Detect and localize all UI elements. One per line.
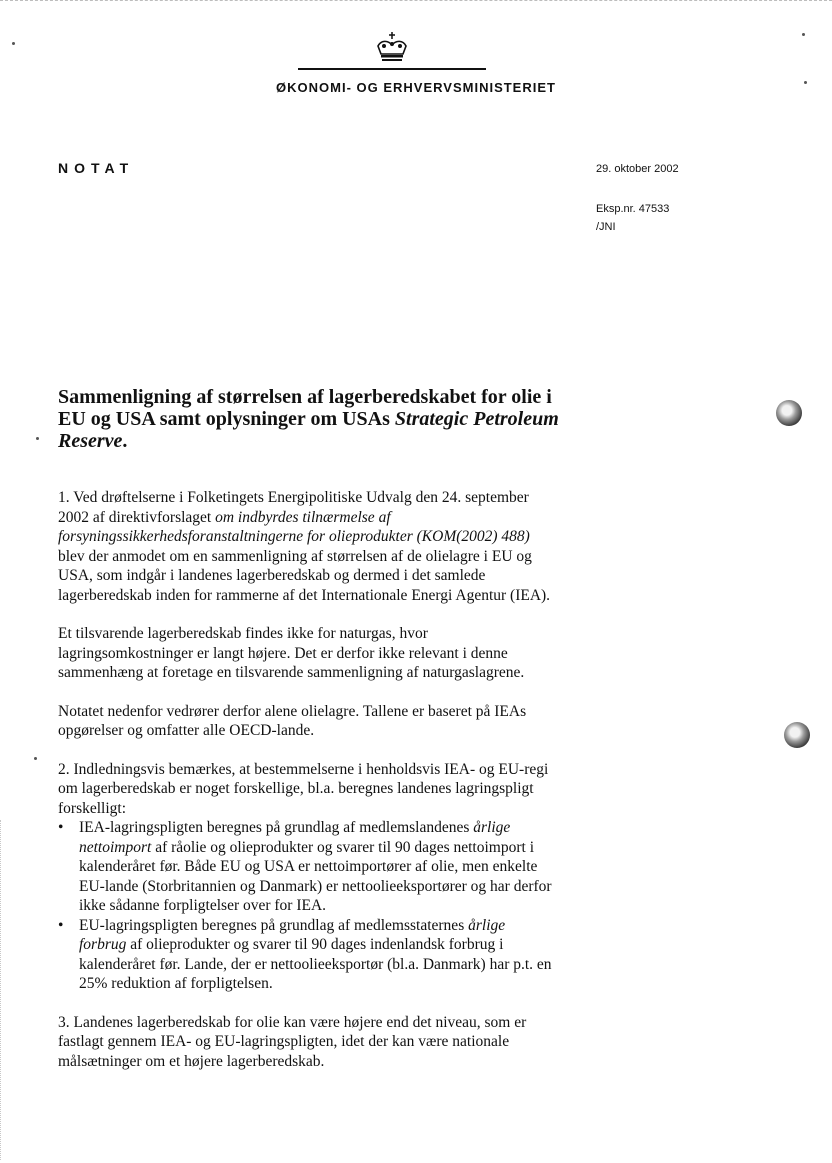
bullet-1-text-a: IEA-lagringspligten beregnes på grundlag af medlemslandenes (79, 819, 474, 836)
scan-speck (802, 33, 805, 36)
bullet-1-text-c: af råolie og olieprodukter og svarer til 90 dages nettoimport i kalenderåret før. Både EU og USA er nettoimportører af olie, men enkelte EU-lande (Storbritannien og Danmark) er nettoolieeksportører og har derfor ikke sådanne forpligtelser over for IEA. (79, 838, 552, 914)
document-date: 29. oktober 2002 (596, 163, 679, 175)
list-item (58, 818, 554, 916)
scan-speck (36, 437, 39, 440)
author-initials: /JNI (596, 221, 616, 233)
case-number: Eksp.nr. 47533 (596, 203, 670, 215)
scan-speck (12, 42, 15, 45)
header-rule (298, 68, 486, 70)
paragraph-2: Et tilsvarende lagerberedskab findes ikke for naturgas, hvor lagringsomkostninger er langt højere. Det er derfor ikke relevant i denne sammenhæng at foretage en tilsvarende sammenligning af naturgaslagrene. (58, 625, 525, 681)
punch-hole-icon (776, 400, 802, 426)
bullet-2-text-a: EU-lagringspligten beregnes på grundlag af medlemsstaternes (79, 916, 469, 934)
paragraph-4: 2. Indledningsvis bemærkes, at bestemmelserne i henholdsvis IEA- og EU-regi om lagerberedskab er noget forskellige, bl.a. beregnes landenes lagringspligt forskelligt: (58, 760, 549, 817)
paragraph-1-text-a: 1. Ved drøftelserne i Folketingets Energipolitiske Udvalg den 24. september 2002 af direktivforslaget (58, 489, 529, 526)
scan-top-edge (0, 0, 832, 4)
ministry-name: ØKONOMI- OG ERHVERVSMINISTERIET (276, 80, 556, 95)
scan-speck (804, 81, 807, 84)
document-body (58, 488, 554, 1090)
paragraph-1-text-c: blev der anmodet om en sammenligning af størrelsen af de olielagre i EU og USA, som indgår i landenes lagerberedskab og dermed i det samlede lagerberedskab inden for rammerne af det Internationale Energi Agentur (IEA). (58, 547, 551, 604)
bullet-list (58, 818, 554, 994)
title-main: Sammenligning af størrelsen af lagerberedskabet for olie i EU og USA samt oplysninger om USAs (58, 386, 552, 430)
title-italic: Strategic Petroleum Reserve (58, 408, 559, 452)
bullet-2-italic: årlige forbrug (79, 916, 506, 953)
title-end: . (122, 430, 128, 452)
paragraph-1-italic: om indbyrdes tilnærmelse af forsyningssikkerhedsforanstaltningerne for olieprodukter (KOM(2002) 488) (58, 508, 530, 545)
crown-icon (372, 32, 412, 66)
scan-left-edge (0, 820, 7, 1160)
paragraph-5: 3. Landenes lagerberedskab for olie kan være højere end det niveau, som er fastlagt gennem IEA- og EU-lagringspligten, idet der kan være nationale målsætninger om et højere lagerberedskab. (58, 1013, 527, 1070)
list-item (58, 916, 554, 994)
document-type-label: NOTAT (58, 160, 135, 176)
punch-hole-icon (784, 722, 810, 748)
bullet-2-text-c: af olieprodukter og svarer til 90 dages indenlandsk forbrug i kalenderåret før. Lande, der er nettoolieeksportør (bl.a. Danmark) har p.t. en 25% reduktion af forpligtelsen. (79, 936, 552, 992)
paragraph-1 (58, 488, 554, 605)
scan-speck (34, 757, 37, 760)
document-title (58, 386, 568, 452)
paragraph-3: Notatet nedenfor vedrører derfor alene olielagre. Tallene er baseret på IEAs opgørelser og omfatter alle OECD-lande. (58, 702, 527, 739)
bullet-1-italic: årlige nettoimport (79, 819, 511, 856)
